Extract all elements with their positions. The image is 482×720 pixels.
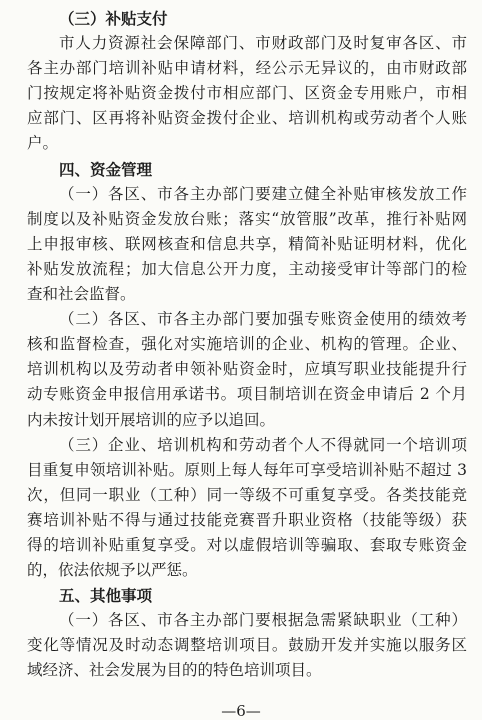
text-line: 得的培训补贴重复享受。对以虚假培训等骗取、套取专账资金 [27,535,467,554]
text-line: 上申报审核、联网核查和信息共享，精简补贴证明材料，优化 [27,234,467,253]
section-heading-fund-management: 四、资金管理 [59,159,153,179]
text-line: （一）各区、市各主办部门要根据急需紧缺职业（工种） [59,611,467,630]
text-line: 核和监督检查，强化对实施培训的企业、机构的管理。企业、 [27,335,467,354]
paragraph-other-matters-1 [27,608,467,683]
text-line: 查和社会监督。 [27,285,136,304]
text-line: 户。 [27,134,59,153]
text-line: （二）各区、市各主办部门要加强专账资金使用的绩效考 [59,310,467,329]
text-line: 门按规定将补贴资金拨付市相应部门、区资金专用账户，市相 [27,84,467,103]
paragraph-fund-management-1 [27,182,467,307]
page-number: —6— [221,702,261,720]
paragraph-fund-management-2 [27,307,467,432]
text-line: 的，依法依规予以严惩。 [27,561,198,580]
text-line: 赛培训补贴不得与通过技能竞赛晋升职业资格（技能等级）获 [27,510,467,529]
paragraph-fund-management-3 [27,433,467,584]
text-line: 各主办部门培训补贴申请材料，经公示无异议的，由市财政部 [27,59,467,78]
text-line: 次，但同一职业（工种）同一等级不可重复享受。各类技能竞 [27,485,467,504]
text-line: 目重复申领培训补贴。原则上每人每年可享受培训补贴不超过 3 [27,460,467,479]
document-body [27,6,467,684]
text-line: 培训机构以及劳动者申领补贴资金时，应填写职业技能提升行 [27,360,467,379]
text-line: （三）企业、培训机构和劳动者个人不得就同一个培训项 [59,435,467,454]
subsection-heading-payment: （三）补贴支付 [59,9,168,28]
section-heading-other-matters: 五、其他事项 [59,586,153,606]
text-line: 动专账资金申报信用承诺书。项目制培训在资金申请后 2 个月 [27,385,467,404]
text-line: 制度以及补贴资金发放台账；落实“放管服”改革，推行补贴网 [27,209,467,228]
text-line: 域经济、社会发展为目的的特色培训项目。 [27,661,322,680]
text-line: （一）各区、市各主办部门要建立健全补贴审核发放工作 [59,184,467,203]
text-line: 市人力资源社会保障部门、市财政部门及时复审各区、市 [59,34,467,53]
text-line: 应部门、区再将补贴资金拨付企业、培训机构或劳动者个人账 [27,109,467,128]
paragraph-payment [27,31,467,156]
text-line: 变化等情况及时动态调整培训项目。鼓励开发并实施以服务区 [27,636,467,655]
text-line: 补贴发放流程；加大信息公开力度，主动接受审计等部门的检 [27,259,467,278]
text-line: 内未按计划开展培训的应予以追回。 [27,410,276,429]
